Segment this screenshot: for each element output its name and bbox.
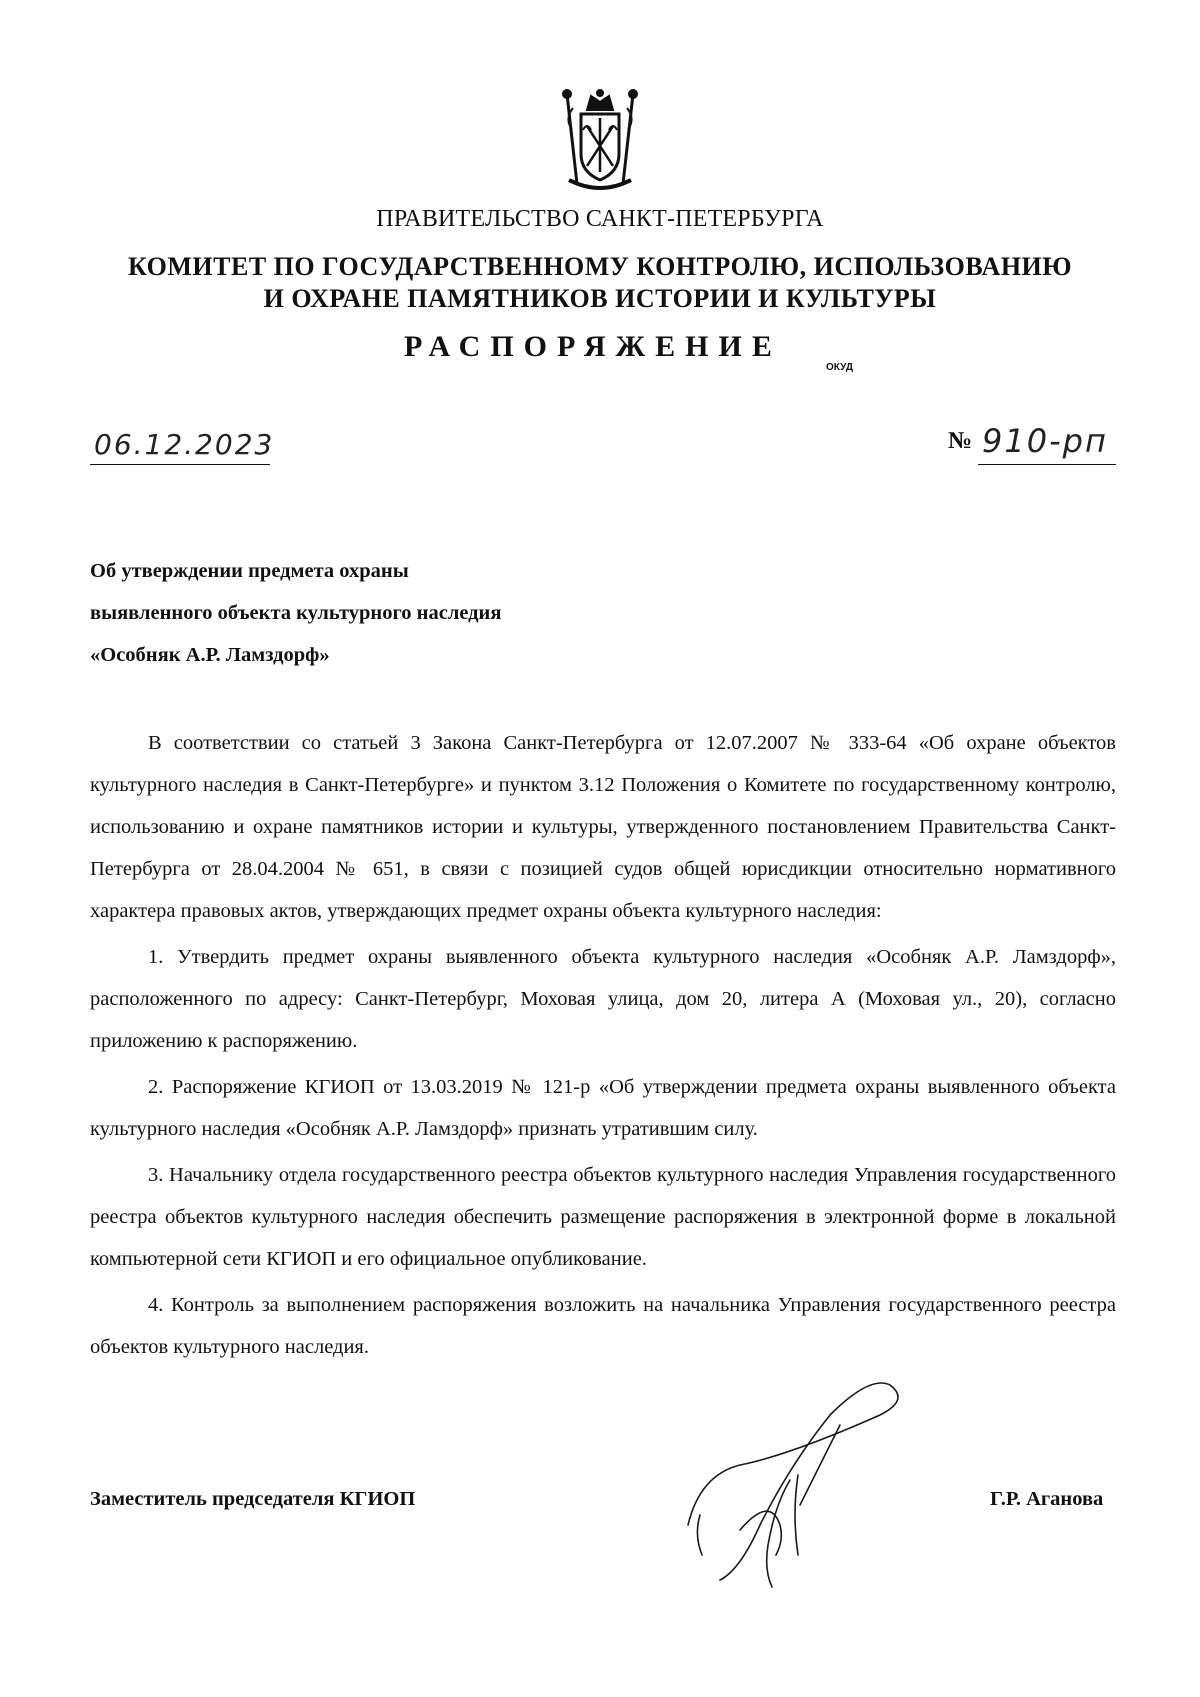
subject-line: «Особняк А.Р. Ламздорф» bbox=[90, 644, 330, 666]
document-body bbox=[90, 722, 1116, 1372]
handwritten-signature bbox=[680, 1355, 920, 1595]
number-label: № bbox=[948, 428, 973, 454]
signatory-name: Г.Р. Аганова bbox=[990, 1488, 1104, 1510]
document-subject bbox=[90, 550, 501, 676]
intro-paragraph: В соответствии со статьей 3 Закона Санкт-Петербурга от 12.07.2007 № 333-64 «Об охране объектов культурного наследия в Санкт-Петербурге» и пунктом 3.12 Положения о Комитете по государственному контролю, использованию и охране памятников истории и культуры, утвержденного постановлением Правительства Санкт-Петербурга от 28.04.2004 № 651, в связи с позицией судов общей юрисдикции относительно нормативного характера правовых актов, утверждающих предмет охраны объекта культурного наследия: bbox=[90, 732, 1116, 922]
committee-title-line2: И ОХРАНЕ ПАМЯТНИКОВ ИСТОРИИ И КУЛЬТУРЫ bbox=[263, 284, 937, 313]
number-underline bbox=[978, 464, 1116, 465]
order-item: 3. Начальнику отдела государственного реестра объектов культурного наследия Управления государственного реестра объектов культурного наследия обеспечить размещение распоряжения в электронной форме в локальной компьютерной сети КГИОП и его официальное опубликование. bbox=[90, 1164, 1116, 1270]
committee-title-line1: КОМИТЕТ ПО ГОСУДАРСТВЕННОМУ КОНТРОЛЮ, ИСПОЛЬЗОВАНИЮ bbox=[127, 252, 1073, 281]
subject-line: выявленного объекта культурного наследия bbox=[90, 602, 502, 624]
signatory-position: Заместитель председателя КГИОП bbox=[90, 1488, 416, 1510]
document-number: 910-рп bbox=[982, 422, 1108, 460]
order-item: 4. Контроль за выполнением распоряжения возложить на начальника Управления государственного реестра объектов культурного наследия. bbox=[90, 1294, 1116, 1358]
document-date: 06.12.2023 bbox=[94, 428, 275, 461]
date-underline bbox=[90, 464, 270, 465]
okud-label: ОКУД bbox=[826, 362, 853, 373]
document-type: РАСПОРЯЖЕНИЕ bbox=[404, 330, 782, 363]
order-item: 2. Распоряжение КГИОП от 13.03.2019 № 121-р «Об утверждении предмета охраны выявленного объекта культурного наследия «Особняк А.Р. Ламздорф» признать утратившим силу. bbox=[90, 1076, 1116, 1140]
coat-of-arms-icon bbox=[557, 88, 643, 192]
subject-line: Об утверждении предмета охраны bbox=[90, 560, 409, 582]
order-item: 1. Утвердить предмет охраны выявленного объекта культурного наследия «Особняк А.Р. Ламздорф», расположенного по адресу: Санкт-Петербург, Моховая улица, дом 20, литера А (Моховая ул., 20), согласно приложению к распоряжению. bbox=[90, 946, 1116, 1052]
government-title: ПРАВИТЕЛЬСТВО САНКТ-ПЕТЕРБУРГА bbox=[376, 206, 824, 232]
